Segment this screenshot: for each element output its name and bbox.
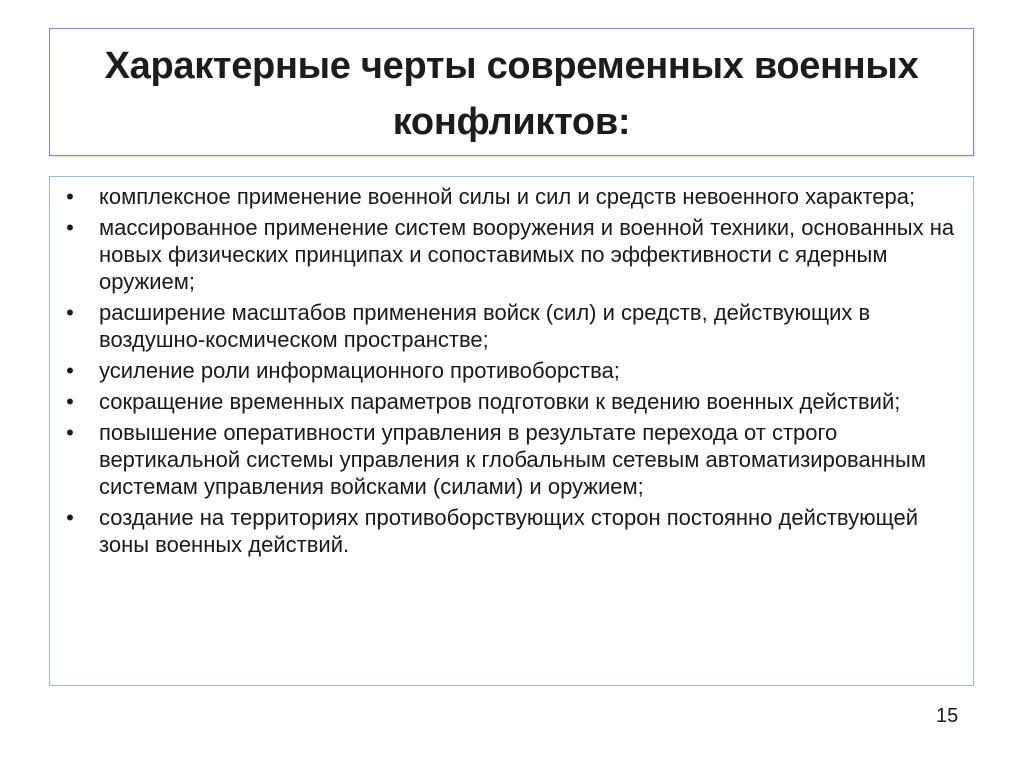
list-item-text: создание на территориях противоборствующих сторон постоянно действующей зоны военных действий.	[99, 505, 919, 557]
bullet-icon: •	[66, 389, 74, 414]
bullet-icon: •	[66, 215, 74, 240]
bullet-icon: •	[66, 358, 74, 383]
bullet-icon: •	[66, 184, 74, 209]
list-item	[50, 504, 973, 558]
bullet-icon: •	[66, 300, 74, 325]
bullet-icon: •	[66, 420, 74, 445]
list-item	[50, 388, 973, 415]
page-number: 15	[936, 705, 959, 727]
list-item	[50, 299, 973, 353]
list-item	[50, 419, 973, 500]
bullet-list	[50, 183, 973, 558]
list-item	[50, 214, 973, 295]
slide-title-line-2: конфликтов:	[392, 101, 631, 143]
content-box	[49, 176, 974, 686]
list-item-text: сокращение временных параметров подготовки к ведению военных действий;	[99, 389, 901, 414]
list-item-text: усиление роли информационного противоборства;	[99, 358, 620, 383]
list-item-text: комплексное применение военной силы и сил и средств невоенного характера;	[99, 184, 916, 209]
list-item-text: повышение оперативности управления в результате перехода от строго вертикальной системы управления к глобальным сетевым автоматизированным системам управления войсками (силами) и оружием;	[99, 420, 926, 499]
list-item	[50, 183, 973, 210]
title-box	[49, 28, 974, 156]
slide-title-line-1: Характерные черты современных военных	[104, 45, 919, 87]
list-item-text: расширение масштабов применения войск (сил) и средств, действующих в воздушно-космическом пространстве;	[99, 300, 871, 352]
bullet-icon: •	[66, 505, 74, 530]
list-item-text: массированное применение систем вооружения и военной техники, основанных на новых физических принципах и сопоставимых по эффективности с ядерным оружием;	[99, 215, 955, 294]
list-item	[50, 357, 973, 384]
